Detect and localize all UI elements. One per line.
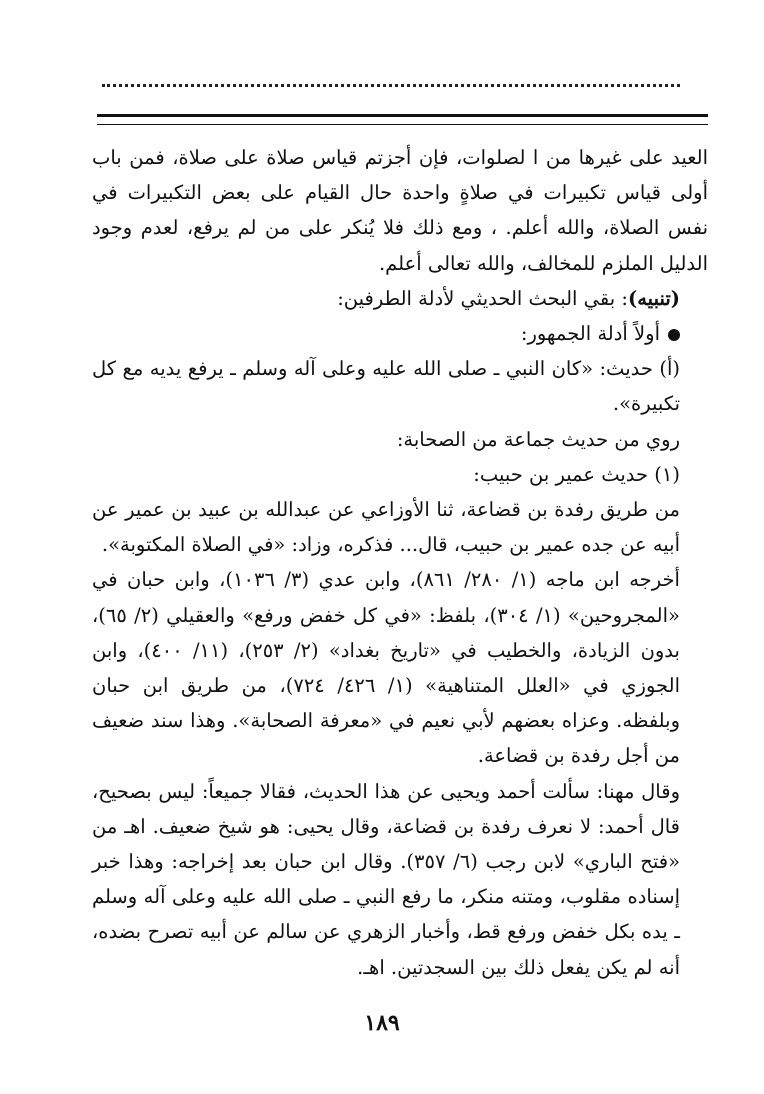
paragraph-tanbih bbox=[92, 281, 708, 316]
tanbih-label: (تنبيه) bbox=[628, 286, 680, 310]
header-thick-rule bbox=[97, 114, 708, 117]
paragraph-ruwiya: روي من حديث جماعة من الصحابة: bbox=[396, 427, 680, 451]
paragraph-hadith-a: (أ) حديث: «كان النبي ـ صلى الله عليه وعلى آله وسلم ـ يرفع يديه مع كل تكبيرة». bbox=[92, 357, 680, 416]
paragraph-tariq: من طريق رفدة بن قضاعة، ثنا الأوزاعي عن عبدالله بن عبيد بن عمير عن أبيه عن جده عمير بن حبيب، قال... فذكره، وزاد: «في الصلاة المكتوبة». bbox=[92, 498, 680, 557]
bullet-item-label: أولاً أدلة الجمهور: bbox=[520, 322, 660, 346]
tanbih-text: : بقي البحث الحديثي لأدلة الطرفين: bbox=[337, 286, 628, 310]
bullet-item-jumhur bbox=[92, 316, 708, 351]
paragraph-qiyas: العيد على غيرها من ا لصلوات، فإن أجزتم قياس صلاة على صلاة، فمن باب أولى قياس تكبيرات في صلاةٍ واحدة حال القيام على بعض التكبيرات في نفس الصلاة، والله أعلم. ، ومع ذلك فلا يُنكر على من لم يرفع، لعدم وجود الدليل الملزم للمخالف، والله تعالى أعلم. bbox=[92, 146, 708, 275]
paragraph-muhanna: وقال مهنا: سألت أحمد ويحيى عن هذا الحديث، فقالا جميعاً: ليس بصحيح، قال أحمد: لا نعرف رفدة بن قضاعة، وقال يحيى: هو شيخ ضعيف. اهـ من «فتح الباري» لابن رجب (٦/ ٣٥٧). وقال ابن حبان بعد إخراجه: وهذا خبر إسناده مقلوب، ومتنه منكر، ما رفع النبي ـ صلى الله عليه وعلى آله وسلم ـ يده بكل خفض ورفع قط، وأخبار الزهري عن سالم عن أبيه تصرح بضده، أنه لم يكن يفعل ذلك بين السجدتين. اهـ. bbox=[92, 779, 680, 979]
bullet-icon bbox=[668, 329, 680, 341]
header-dotted-rule bbox=[102, 84, 680, 87]
paragraph-akhraja: أخرجه ابن ماجه (١/ ٢٨٠/ ٨٦١)، وابن عدي (٣/ ١٠٣٦)، وابن حبان في «المجروحين» (١/ ٣٠٤)، بلفظ: «في كل خفض ورفع» والعقيلي (٢/ ٦٥)، بدون الزيادة، والخطيب في «تاريخ بغداد» (٢/ ٢٥٣)، (١١/ ٤٠٠)، وابن الجوزي في «العلل المتناهية» (١/ ٤٢٦/ ٧٢٤)، من طريق ابن حبان وبلفظه. وعزاه بعضهم لأبي نعيم في «معرفة الصحابة». وهذا سند ضعيف من أجل رفدة بن قضاعة. bbox=[92, 568, 680, 768]
paragraph-hadith-1-title: (١) حديث عمير بن حبيب: bbox=[473, 462, 680, 486]
page-number: ١٨٩ bbox=[364, 1010, 400, 1036]
header-thin-rule bbox=[97, 124, 708, 125]
body-text bbox=[92, 140, 708, 985]
